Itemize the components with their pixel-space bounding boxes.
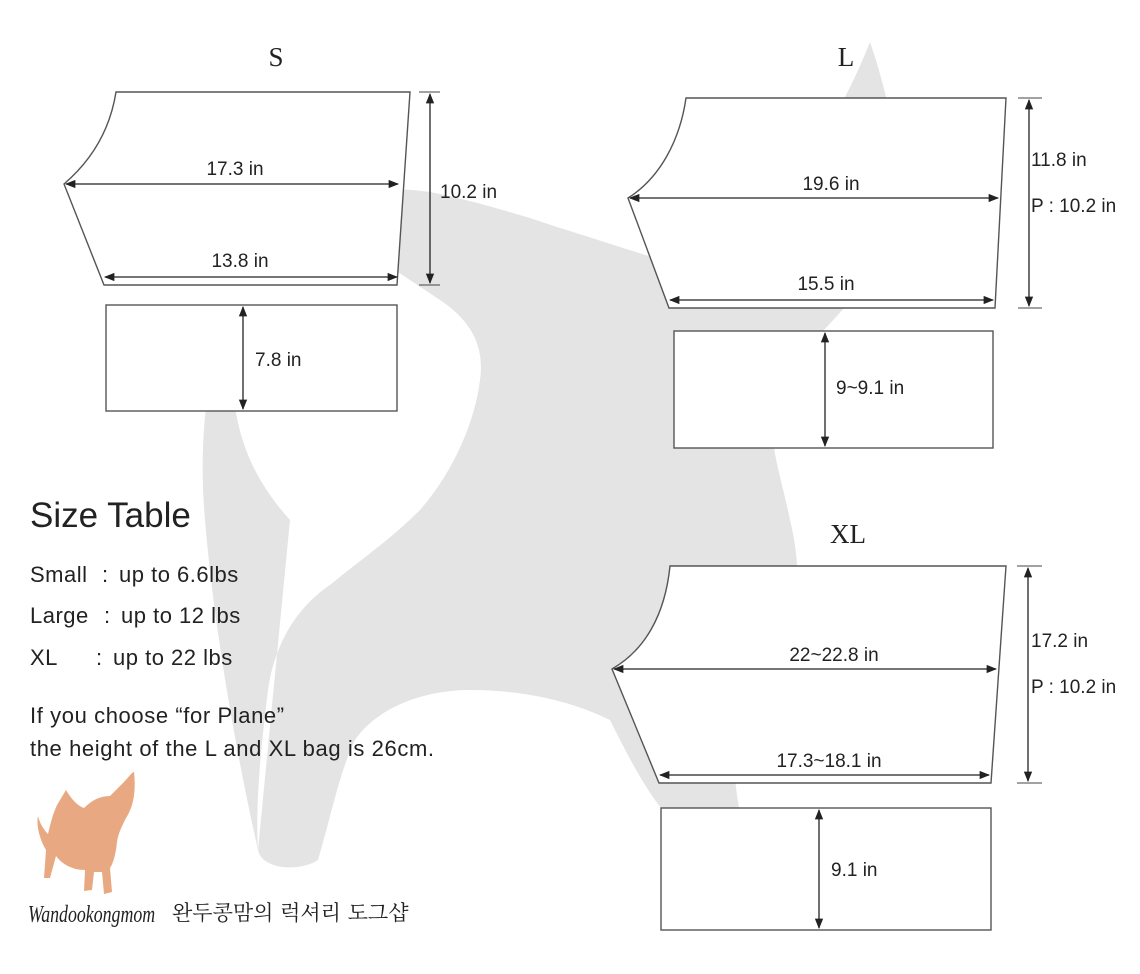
size-row-sep: :	[104, 603, 111, 628]
size-row-sep: :	[96, 645, 103, 670]
size-label-s: S	[268, 42, 284, 72]
size-row	[30, 562, 239, 587]
plane-note-line-1: If you choose “for Plane”	[30, 703, 285, 728]
size-row-size: XL	[30, 645, 58, 670]
brand-name: Wandookongmom	[28, 900, 156, 928]
pattern-xl	[612, 519, 1116, 930]
height-label: 17.2 in	[1031, 631, 1089, 652]
size-row-size: Small	[30, 562, 88, 587]
width-top-label: 22~22.8 in	[789, 645, 879, 666]
brand-tagline: 완두콩맘의 럭셔리 도그샵	[172, 901, 409, 925]
width-bottom-label: 17.3~18.1 in	[776, 751, 882, 772]
size-row-weight: up to 22 lbs	[113, 645, 233, 670]
strap-label: 9~9.1 in	[836, 378, 905, 399]
strap-label: 7.8 in	[255, 350, 302, 371]
strap-panel	[661, 808, 991, 930]
size-row	[30, 603, 241, 628]
size-label-xl: XL	[830, 519, 866, 549]
width-top-label: 19.6 in	[802, 174, 860, 195]
width-bottom-label: 13.8 in	[211, 251, 269, 272]
brand-logo	[28, 772, 409, 928]
height-label: 10.2 in	[440, 182, 498, 203]
strap-panel	[674, 331, 993, 448]
height-plane-label: P : 10.2 in	[1031, 196, 1117, 217]
size-row	[30, 645, 233, 670]
strap-label: 9.1 in	[831, 860, 878, 881]
width-bottom-label: 15.5 in	[797, 274, 855, 295]
size-table-title: Size Table	[30, 496, 191, 535]
strap-panel	[106, 305, 397, 411]
size-row-size: Large	[30, 603, 89, 628]
size-row-weight: up to 12 lbs	[121, 603, 241, 628]
size-row-weight: up to 6.6lbs	[119, 562, 239, 587]
height-plane-label: P : 10.2 in	[1031, 677, 1117, 698]
width-top-label: 17.3 in	[206, 159, 264, 180]
height-label: 11.8 in	[1031, 150, 1087, 171]
dog-logo-icon	[37, 772, 134, 894]
plane-note-line-2: the height of the L and XL bag is 26cm.	[30, 736, 435, 761]
pattern-l	[628, 42, 1116, 448]
size-row-sep: :	[102, 562, 109, 587]
size-label-l: L	[837, 42, 855, 72]
